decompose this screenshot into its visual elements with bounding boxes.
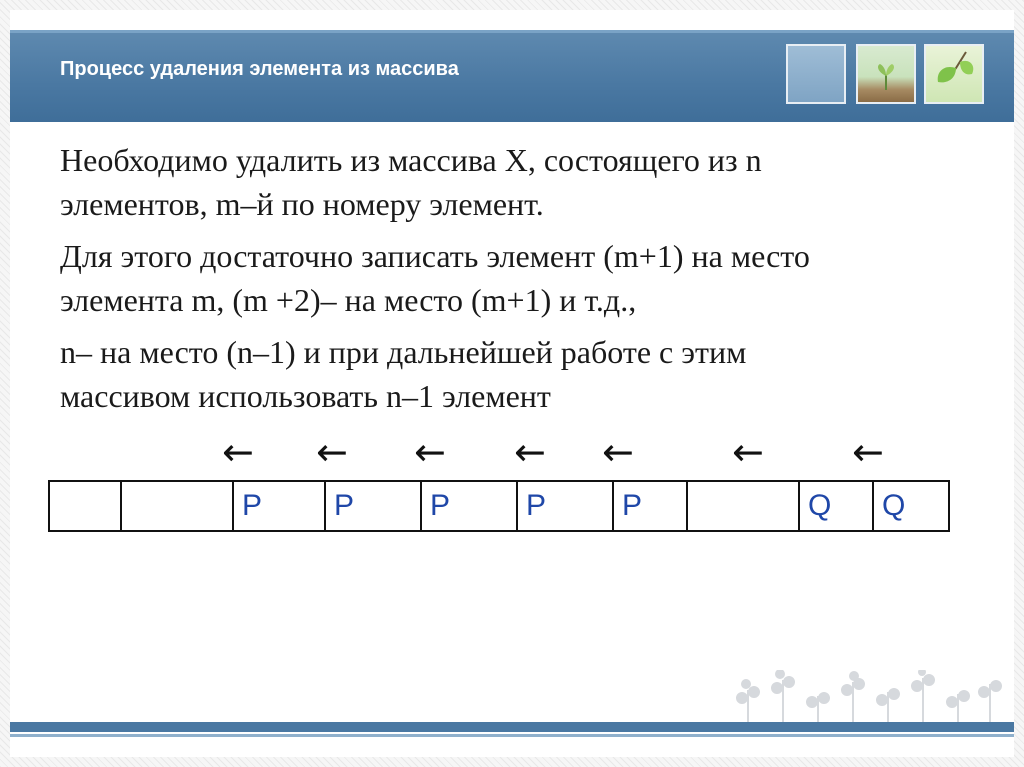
- blue-square-icon: [786, 44, 846, 104]
- shift-left-arrow: ←: [852, 430, 884, 474]
- array-cell: Q: [873, 481, 949, 531]
- array-cell: P: [517, 481, 613, 531]
- footer-bar-thin: [10, 734, 1014, 737]
- sprout-photo-icon: [856, 44, 916, 104]
- array-table: [48, 480, 950, 532]
- body-text: [60, 138, 960, 426]
- array-row: [49, 481, 949, 531]
- slide-title: Процесс удаления элемента из массива: [60, 58, 459, 80]
- array-cell: P: [421, 481, 517, 531]
- array-cell: P: [233, 481, 325, 531]
- array-cell: P: [325, 481, 421, 531]
- shift-left-arrow: ←: [222, 430, 254, 474]
- leaves-photo-icon: [924, 44, 984, 104]
- slide: [10, 10, 1014, 757]
- array-cell: [121, 481, 233, 531]
- paragraph-3: n– на место (n–1) и при дальнейшей работе с этим массивом использовать n–1 элемент: [60, 334, 747, 414]
- shift-left-arrow: ←: [414, 430, 446, 474]
- array-cell: [687, 481, 799, 531]
- paragraph-1: Необходимо удалить из массива X, состоящего из n элементов, m–й по номеру элемент.: [60, 142, 762, 222]
- array-cell: Q: [799, 481, 873, 531]
- shift-left-arrow: ←: [316, 430, 348, 474]
- array-cell: [49, 481, 121, 531]
- shift-left-arrow: ←: [514, 430, 546, 474]
- shift-left-arrow: ←: [602, 430, 634, 474]
- footer-bar: [10, 722, 1014, 732]
- plants-silhouette-icon: [728, 670, 1008, 730]
- paragraph-2: Для этого достаточно записать элемент (m+1) на место элемента m, (m +2)– на место (m+1) и т.д.,: [60, 238, 810, 318]
- title-bar-highlight: [10, 30, 1014, 33]
- shift-left-arrow: ←: [732, 430, 764, 474]
- array-cell: P: [613, 481, 687, 531]
